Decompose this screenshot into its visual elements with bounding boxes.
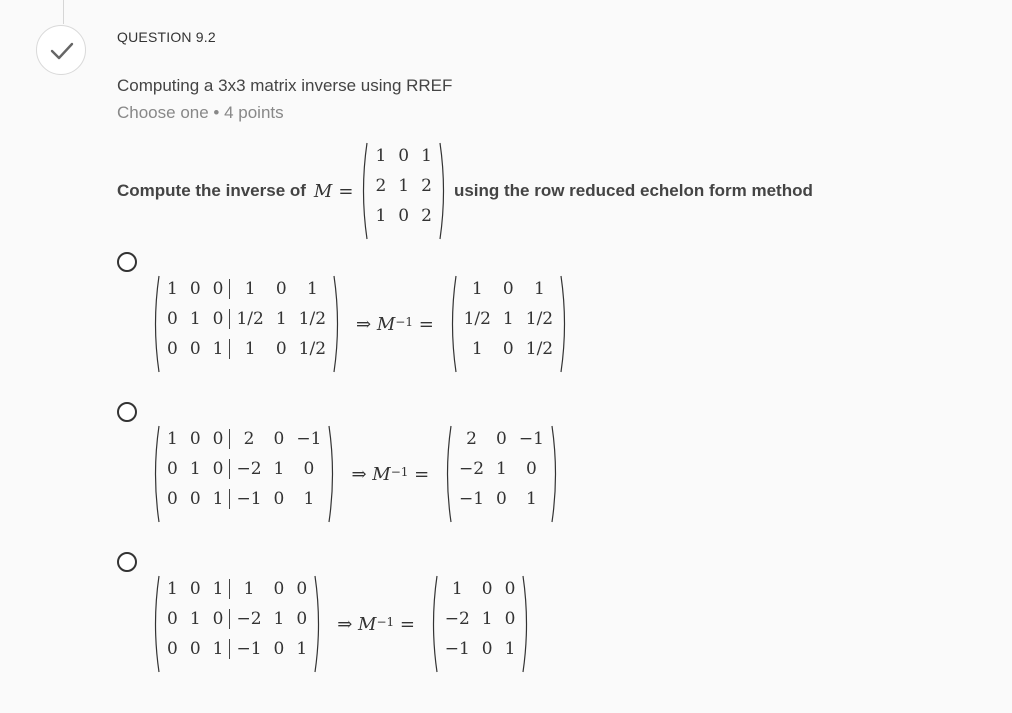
matrix-cell: 0 [212, 459, 224, 479]
equals-sign: = [399, 613, 415, 635]
matrix-cell: 2 [421, 206, 432, 226]
matrix-cell: 1 [502, 309, 514, 329]
matrix-cell: −2 [444, 609, 470, 629]
equals-sign: = [414, 463, 430, 485]
matrix-cell: 1 [229, 579, 267, 599]
matrix-cell: 0 [167, 639, 178, 659]
matrix-cell: 0 [398, 206, 410, 226]
equals-sign: = [338, 180, 354, 202]
matrix-cell: 0 [481, 579, 493, 599]
question-prompt [117, 146, 813, 232]
matrix-cell: 1 [303, 489, 315, 509]
matrix-cell: 0 [167, 309, 178, 329]
matrix-grid [161, 274, 332, 374]
matrix-cell: 0 [504, 609, 516, 629]
implies-expression [356, 314, 440, 335]
radio-button[interactable] [117, 252, 137, 272]
matrix-cell: 1/2 [229, 309, 269, 329]
option-expression [151, 574, 531, 674]
matrix-cell: 1 [375, 146, 387, 166]
check-icon [50, 40, 74, 62]
matrix-cell: 0 [167, 489, 178, 509]
matrix-cell: −2 [229, 459, 267, 479]
inverse-exponent: −1 [376, 615, 395, 629]
matrix-cell: 1 [534, 279, 545, 299]
matrix-cell: 0 [167, 339, 178, 359]
matrix-cell: 2 [375, 176, 387, 196]
matrix-cell: −1 [444, 639, 470, 659]
option-expression [151, 424, 560, 524]
matrix-cell: 0 [296, 609, 308, 629]
left-paren [429, 574, 439, 674]
left-paren [151, 574, 161, 674]
option-expression [151, 274, 569, 374]
matrix-cell: 0 [212, 429, 224, 449]
matrix-grid [161, 574, 313, 674]
left-paren [443, 424, 453, 524]
matrix-grid [161, 424, 327, 524]
matrix-variable: M [372, 463, 391, 485]
right-paren [550, 424, 560, 524]
right-paren [327, 424, 337, 524]
augmented-matrix [151, 574, 323, 674]
augmented-matrix [151, 274, 342, 374]
matrix-cell: 0 [189, 579, 201, 599]
matrix-cell: 0 [275, 279, 287, 299]
matrix-cell: 1 [212, 579, 224, 599]
left-paren [151, 424, 161, 524]
matrix-cell: 1 [229, 279, 269, 299]
matrix-cell: 0 [273, 579, 285, 599]
matrix-cell: 1 [273, 459, 285, 479]
augmented-matrix [151, 424, 337, 524]
left-paren [359, 141, 369, 241]
matrix-cell: 0 [167, 459, 178, 479]
matrix-cell: 1 [212, 489, 224, 509]
radio-button[interactable] [117, 402, 137, 422]
implies-arrow: ⇒ [351, 463, 367, 485]
matrix-cell: −2 [458, 459, 485, 479]
left-paren [448, 274, 458, 374]
matrix-cell: 1 [496, 459, 507, 479]
matrix-cell: 1 [471, 279, 483, 299]
matrix-cell: 0 [167, 609, 178, 629]
matrix-grid [439, 574, 522, 674]
matrix-cell: 1 [306, 279, 318, 299]
matrix-cell: 1 [398, 176, 410, 196]
left-paren [151, 274, 161, 374]
question-number: QUESTION 9.2 [117, 29, 216, 45]
matrix-cell: 1 [471, 339, 483, 359]
matrix-cell: 1 [167, 579, 178, 599]
matrix-cell: 1 [451, 579, 463, 599]
matrix-cell: 1 [296, 639, 308, 659]
matrix-cell: 0 [189, 639, 201, 659]
prompt-math [314, 141, 448, 241]
prompt-text-before: Compute the inverse of [117, 181, 306, 200]
equals-sign: = [418, 313, 434, 335]
matrix-cell: 0 [273, 489, 285, 509]
matrix-cell: 1 [421, 146, 432, 166]
matrix-cell: 2 [466, 429, 477, 449]
matrix-variable: M [358, 613, 377, 635]
matrix-cell: 1/2 [525, 309, 554, 329]
matrix-cell: 2 [229, 429, 267, 449]
matrix-cell: 2 [421, 176, 432, 196]
matrix-cell: 1 [167, 429, 178, 449]
matrix-cell: −1 [296, 429, 322, 449]
status-circle [36, 25, 86, 75]
matrix-cell: 1 [189, 459, 201, 479]
matrix-variable: M [376, 313, 396, 335]
right-paren [438, 141, 448, 241]
matrix-cell: −1 [229, 489, 267, 509]
matrix-cell: 0 [189, 489, 201, 509]
matrix-cell: 0 [496, 429, 507, 449]
question-meta: Choose one • 4 points [117, 103, 284, 122]
matrix-cell: 0 [273, 429, 285, 449]
inverse-matrix [429, 574, 532, 674]
matrix-cell: 1 [189, 309, 201, 329]
prompt-matrix [359, 141, 447, 241]
matrix-grid [458, 274, 560, 374]
right-paren [521, 574, 531, 674]
matrix-cell: 1 [212, 339, 224, 359]
inverse-matrix [448, 274, 570, 374]
right-paren [313, 574, 323, 674]
matrix-grid [369, 141, 437, 241]
matrix-cell: 1 [525, 489, 537, 509]
matrix-cell: 0 [398, 146, 410, 166]
matrix-cell: 0 [296, 579, 308, 599]
matrix-cell: 0 [273, 639, 285, 659]
matrix-cell: −1 [458, 489, 485, 509]
inverse-exponent: −1 [395, 315, 413, 329]
matrix-cell: 0 [496, 489, 507, 509]
matrix-cell: 1 [167, 279, 178, 299]
matrix-grid [453, 424, 550, 524]
implies-arrow: ⇒ [356, 313, 372, 335]
inverse-exponent: −1 [390, 465, 409, 479]
matrix-cell: 1 [375, 206, 387, 226]
matrix-cell: 1 [229, 339, 269, 359]
matrix-cell: 0 [189, 279, 201, 299]
matrix-cell: 1 [275, 309, 287, 329]
matrix-cell: −1 [518, 429, 544, 449]
matrix-cell: 0 [212, 279, 224, 299]
implies-expression [337, 614, 421, 635]
implies-arrow: ⇒ [337, 613, 353, 635]
right-paren [332, 274, 342, 374]
matrix-cell: 0 [502, 339, 514, 359]
right-paren [559, 274, 569, 374]
matrix-cell: 1 [273, 609, 285, 629]
matrix-cell: 0 [303, 459, 315, 479]
matrix-cell: 1 [481, 609, 493, 629]
matrix-variable: M [313, 180, 333, 202]
matrix-cell: 0 [502, 279, 514, 299]
matrix-cell: 0 [212, 609, 224, 629]
matrix-cell: −1 [229, 639, 267, 659]
implies-expression [351, 464, 435, 485]
matrix-cell: 1 [212, 639, 224, 659]
question-title: Computing a 3x3 matrix inverse using RREF [117, 76, 453, 95]
matrix-cell: 0 [504, 579, 516, 599]
inverse-matrix [443, 424, 560, 524]
matrix-cell: 0 [275, 339, 287, 359]
matrix-cell: 0 [525, 459, 537, 479]
prompt-text-after: using the row reduced echelon form method [453, 181, 813, 200]
matrix-cell: 1 [189, 609, 201, 629]
matrix-cell: 1/2 [463, 309, 491, 329]
matrix-cell: 0 [212, 309, 224, 329]
matrix-cell: 0 [189, 429, 201, 449]
matrix-cell: 1/2 [298, 309, 327, 329]
timeline-connector [63, 0, 64, 24]
matrix-cell: 1/2 [525, 339, 554, 359]
matrix-cell: 1/2 [298, 339, 327, 359]
radio-button[interactable] [117, 552, 137, 572]
matrix-cell: 0 [481, 639, 493, 659]
matrix-cell: 1 [504, 639, 516, 659]
matrix-cell: 0 [189, 339, 201, 359]
matrix-cell: −2 [229, 609, 267, 629]
